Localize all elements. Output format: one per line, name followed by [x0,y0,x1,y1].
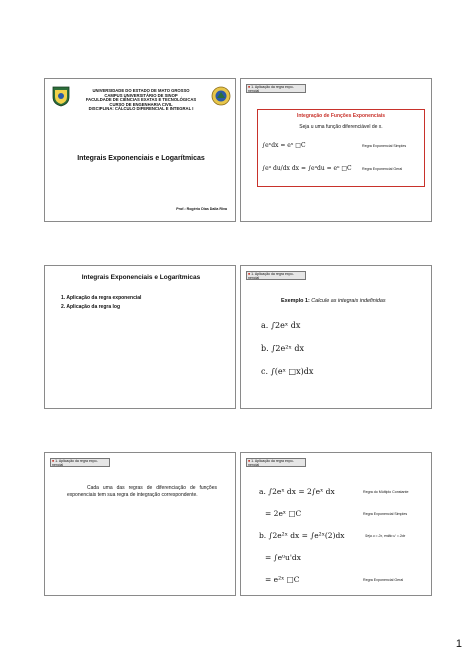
slide-5 [44,452,236,596]
header-line: UNIVERSIDADE DO ESTADO DE MATO GROSSO [92,88,190,93]
example-label: Exemplo 1: [281,298,310,304]
section-tag-text: 1. Aplicação da regra expo-nencial [52,459,98,467]
solution-a-step1: a. ∫2eˣ dx = 2∫eˣ dx [259,487,335,496]
author-credit: Prof.: Rogério Dias Dalla Riva [176,207,227,211]
header-line: CAMPUS UNIVERSITÁRIO DE SINOP [104,92,178,98]
slide-1 [44,78,236,222]
topic-list [61,294,141,312]
example-heading [281,298,386,304]
page-number: 1 [455,638,462,650]
slide-6 [240,452,432,596]
rule-box-title: Integração de Funções Exponenciais [296,113,386,119]
slide-4 [240,265,432,409]
substitution-note: Seja u = 2x, então u' = 2dx [365,534,406,538]
section-tag-text: 1. Aplicação da regra expo-nencial [248,459,294,467]
solution-b-step1: b. ∫2e²ˣ dx = ∫e²ˣ(2)dx [259,531,345,540]
slide-title: Integrais Exponenciais e Logarítmicas [81,274,201,281]
slide-title: Integrais Exponenciais e Logarítmicas [77,155,205,162]
university-crest-icon [51,85,71,107]
simple-rule-formula: ∫eˣdx = eˣ □C [262,142,306,149]
section-tag-text: 1. Aplicação da regra expo-nencial [248,272,294,280]
exercise-b: b. ∫2e²ˣ dx [261,344,304,353]
section-tag: ■1. Aplicação da regra expo-nencial [246,458,306,467]
explanation-text: Cada uma das regras de diferenciação de funções exponenciais tem sua regra de integração correspondente. [67,485,217,498]
section-tag: ■1. Aplicação da regra expo-nencial [246,271,306,280]
rule-intro: Seja u uma função diferenciável de x. [299,124,383,130]
solution-a-step1-note: Regra do Múltiplo Constante [363,490,409,494]
solution-a-step2: = 2eˣ □C [265,509,302,518]
header-line: CURSO DE ENGENHARIA CIVIL [109,101,173,107]
header-line: FACULDADE DE CIÊNCIAS EXATAS E TECNOLÓGICAS [85,97,197,103]
slide-3 [44,265,236,409]
general-rule-label: Regra Exponencial Geral [362,167,403,171]
rule-box [257,109,425,187]
section-tag: ■1. Aplicação da regra expo-nencial [246,84,306,93]
solution-b-step3: = e²ˣ □C [265,575,300,584]
section-tag-text: 1. Aplicação da regra expo-nencial [248,85,294,93]
topic-item: 2. Aplicação da regra log [61,304,121,310]
solution-a-step2-note: Regra Exponencial Simples [363,512,408,516]
solution-b-step3-note: Regra Exponencial Geral [363,578,404,582]
simple-rule-label: Regra Exponencial Simples [362,144,407,148]
header-line: DISCIPLINA: CÁLCULO DIFERENCIAL E INTEGRAL I [88,106,194,112]
slide-2 [240,78,432,222]
general-rule-formula: ∫eᵘ du/dx dx = ∫eᵘdu = eᵘ □C [262,165,352,172]
exercise-c: c. ∫(eˣ □x)dx [261,367,314,376]
topic-item: 1. Aplicação da regra exponencial [61,295,142,301]
solution-b-step2: = ∫eᵘu'dx [265,553,301,562]
section-tag: ■1. Aplicação da regra expo-nencial [50,458,110,467]
state-coat-of-arms-icon [210,85,232,107]
institution-header [69,89,213,112]
example-instruction: Calcule as integrais indefinidas [311,298,386,304]
exercise-a: a. ∫2eˣ dx [261,321,301,330]
